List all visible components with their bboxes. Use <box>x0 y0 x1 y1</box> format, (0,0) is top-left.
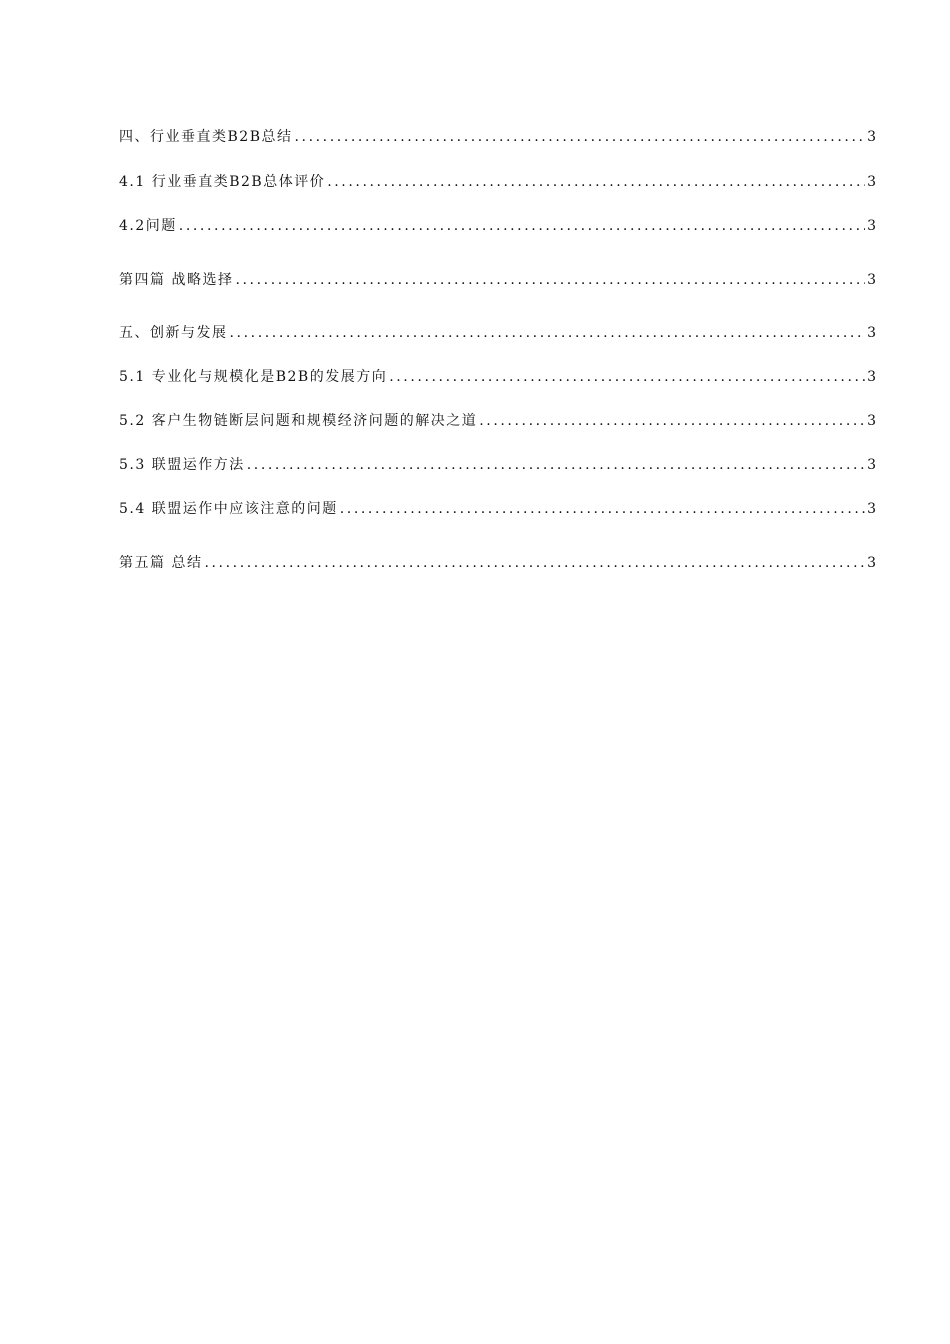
toc-entry[interactable] <box>119 367 876 387</box>
toc-entry[interactable] <box>119 216 876 236</box>
toc-leader-dots <box>294 127 865 147</box>
toc-entry-title: 5.3 联盟运作方法 <box>119 457 245 473</box>
toc-entry-title: 5.4 联盟运作中应该注意的问题 <box>119 501 338 517</box>
toc-leader-dots <box>235 270 865 290</box>
toc-leader-dots <box>247 455 865 475</box>
toc-entry-title: 4.1 行业垂直类B2B总体评价 <box>119 174 326 190</box>
toc-entry-title: 4.2问题 <box>119 218 177 234</box>
toc-leader-dots <box>230 323 866 343</box>
toc-entry-title: 四、行业垂直类B2B总结 <box>119 129 293 145</box>
toc-entry-title: 5.1 专业化与规模化是B2B的发展方向 <box>119 369 388 385</box>
toc-entry-title: 第五篇 总结 <box>119 555 203 571</box>
toc-leader-dots <box>340 499 865 519</box>
toc-entry-page: 3 <box>867 457 876 473</box>
toc-entry-page: 3 <box>867 129 876 145</box>
toc-leader-dots <box>327 172 865 192</box>
toc-entry-page: 3 <box>867 413 876 429</box>
toc-entry-page: 3 <box>867 272 876 288</box>
toc-entry-page: 3 <box>867 501 876 517</box>
toc-entry-title: 五、创新与发展 <box>119 325 228 341</box>
toc-leader-dots <box>389 367 865 387</box>
toc-leader-dots <box>179 216 865 236</box>
toc-leader-dots <box>204 553 865 573</box>
toc-leader-dots <box>479 411 865 431</box>
toc-entry-title: 5.2 客户生物链断层问题和规模经济问题的解决之道 <box>119 413 478 429</box>
toc-entry-title: 第四篇 战略选择 <box>119 272 234 288</box>
toc-entry-page: 3 <box>867 174 876 190</box>
toc-entry-page: 3 <box>867 369 876 385</box>
toc-entry[interactable] <box>119 553 876 573</box>
toc-entry[interactable] <box>119 270 876 290</box>
toc-entry-page: 3 <box>867 218 876 234</box>
toc-entry[interactable] <box>119 323 876 343</box>
toc-entry-page: 3 <box>867 325 876 341</box>
toc-entry[interactable] <box>119 127 876 147</box>
toc-entry[interactable] <box>119 411 876 431</box>
toc-entry[interactable] <box>119 455 876 475</box>
toc-entry-page: 3 <box>867 555 876 571</box>
toc-entry[interactable] <box>119 499 876 519</box>
toc-entry[interactable] <box>119 172 876 192</box>
